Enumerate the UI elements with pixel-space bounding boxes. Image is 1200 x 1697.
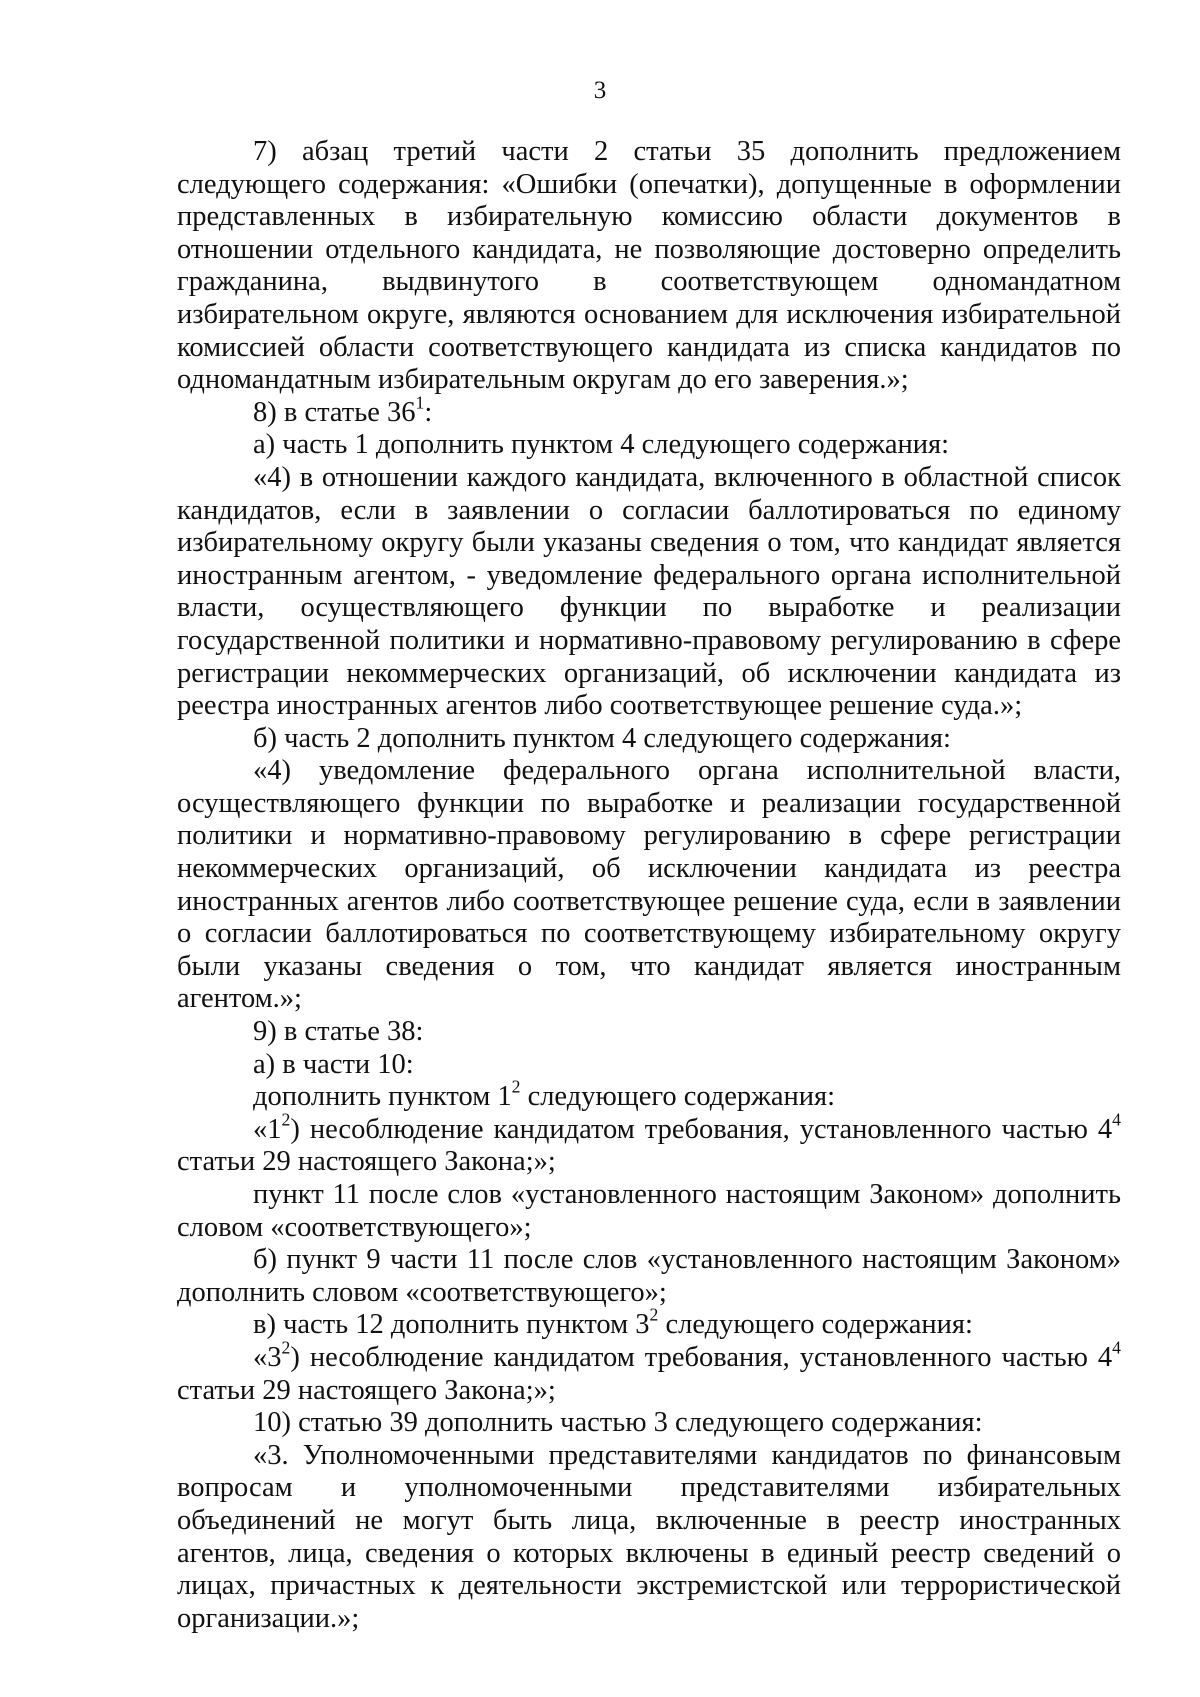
item-9-heading: 9) в статье 38:	[253, 1016, 424, 1048]
item-9a-heading: а) в части 10:	[253, 1048, 414, 1080]
item-9v-heading-superscript: 2	[649, 1305, 659, 1326]
item-9v-point-end: статьи 29 настоящего Закона;»;	[177, 1374, 556, 1406]
item-9a-point-superscript: 2	[281, 1109, 291, 1130]
item-9a-point-end: статьи 29 настоящего Закона;»;	[177, 1146, 556, 1178]
item-9v-point-part-superscript: 4	[1112, 1337, 1121, 1358]
item-9a-point-body: ) несоблюдение кандидатом требования, установленного частью 4	[290, 1113, 1113, 1145]
item-9a-add-point	[177, 1076, 1121, 1114]
item-9v-heading	[177, 1305, 1121, 1342]
item-9a-point-text	[177, 1109, 1121, 1179]
item-9v-point-open: «3	[253, 1341, 282, 1373]
item-8-heading-colon: :	[424, 396, 433, 428]
item-8-heading-text: 8) в статье 36	[253, 396, 416, 428]
item-9b-paragraph: б) пункт 9 части 11 после слов «установленного настоящим Законом» дополнить словом «соответствующего»;	[177, 1244, 1121, 1308]
item-9a-add-point-tail: следующего содержания:	[520, 1081, 836, 1113]
item-9a-add-point-text: дополнить пунктом 1	[253, 1081, 512, 1113]
page-number: 3	[593, 77, 607, 104]
item-8-heading	[177, 392, 1121, 430]
item-9v-point-body: ) несоблюдение кандидатом требования, установленного частью 4	[290, 1341, 1113, 1373]
item-9a-point-open: «1	[253, 1113, 282, 1145]
item-10-heading: 10) статью 39 дополнить частью 3 следующего содержания:	[253, 1407, 983, 1439]
item-9v-heading-text: в) часть 12 дополнить пунктом 3	[253, 1309, 650, 1341]
item-9v-heading-tail: следующего содержания:	[658, 1309, 973, 1341]
item-8a-text: «4) в отношении каждого кандидата, включенного в областной список кандидатов, если в заявлении о согласии баллотироваться по единому избирательному округу были указаны сведения о том, что кандидат является иностранным агентом, - уведомление федерального органа исполнительной власти, осуществляющего функции по выработке и реализации государственной политики и нормативно-правовому регулированию в сфере регистрации некоммерческих организаций, об исключении кандидата из реестра иностранных агентов либо соответствующее решение суда.»;	[177, 461, 1121, 722]
item-8a-heading: а) часть 1 дополнить пунктом 4 следующего содержания:	[253, 429, 950, 461]
item-9v-point-text	[177, 1337, 1121, 1407]
item-9v-point-superscript: 2	[281, 1337, 291, 1358]
item-8b-text: «4) уведомление федерального органа исполнительной власти, осуществляющего функции по выработке и реализации государственной политики и нормативно-правовому регулированию в сфере регистрации некоммерческих организаций, об исключении кандидата из реестра иностранных агентов либо соответствующее решение суда, если в заявлении о согласии баллотироваться по соответствующему избирательному округу были указаны сведения о том, что кандидат является иностранным агентом.»;	[177, 755, 1121, 1015]
item-9a-add-point-superscript: 2	[511, 1076, 521, 1097]
item-10-text: «3. Уполномоченными представителями кандидатов по финансовым вопросам и уполномоченными представителями избирательных объединений не могут быть лица, включенные в реестр иностранных агентов, лица, сведения о которых включены в единый реестр сведений о лицах, причастных к деятельности экстремистской или террористической организации.»;	[177, 1439, 1121, 1634]
item-8b-heading: б) часть 2 дополнить пунктом 4 следующего содержания:	[253, 722, 951, 754]
item-8-superscript: 1	[415, 392, 425, 413]
item-9a-point-11: пункт 11 после слов «установленного настоящим Законом» дополнить словом «соответствующего»;	[177, 1179, 1121, 1243]
document-body	[177, 136, 1121, 1635]
item-7-paragraph: 7) абзац третий части 2 статьи 35 дополнить предложением следующего содержания: «Ошибки (опечатки), допущенные в оформлении представленных в избирательную комиссию области документов в отношении отдельного кандидата, не позволяющие достоверно определить гражданина, выдвинутого в соответствующем одномандатном избирательном округе, являются основанием для исключения избирательной комиссией области соответствующего кандидата из списка кандидатов по одномандатным избирательным округам до его заверения.»;	[177, 136, 1121, 396]
item-9a-point-part-superscript: 4	[1112, 1109, 1121, 1130]
